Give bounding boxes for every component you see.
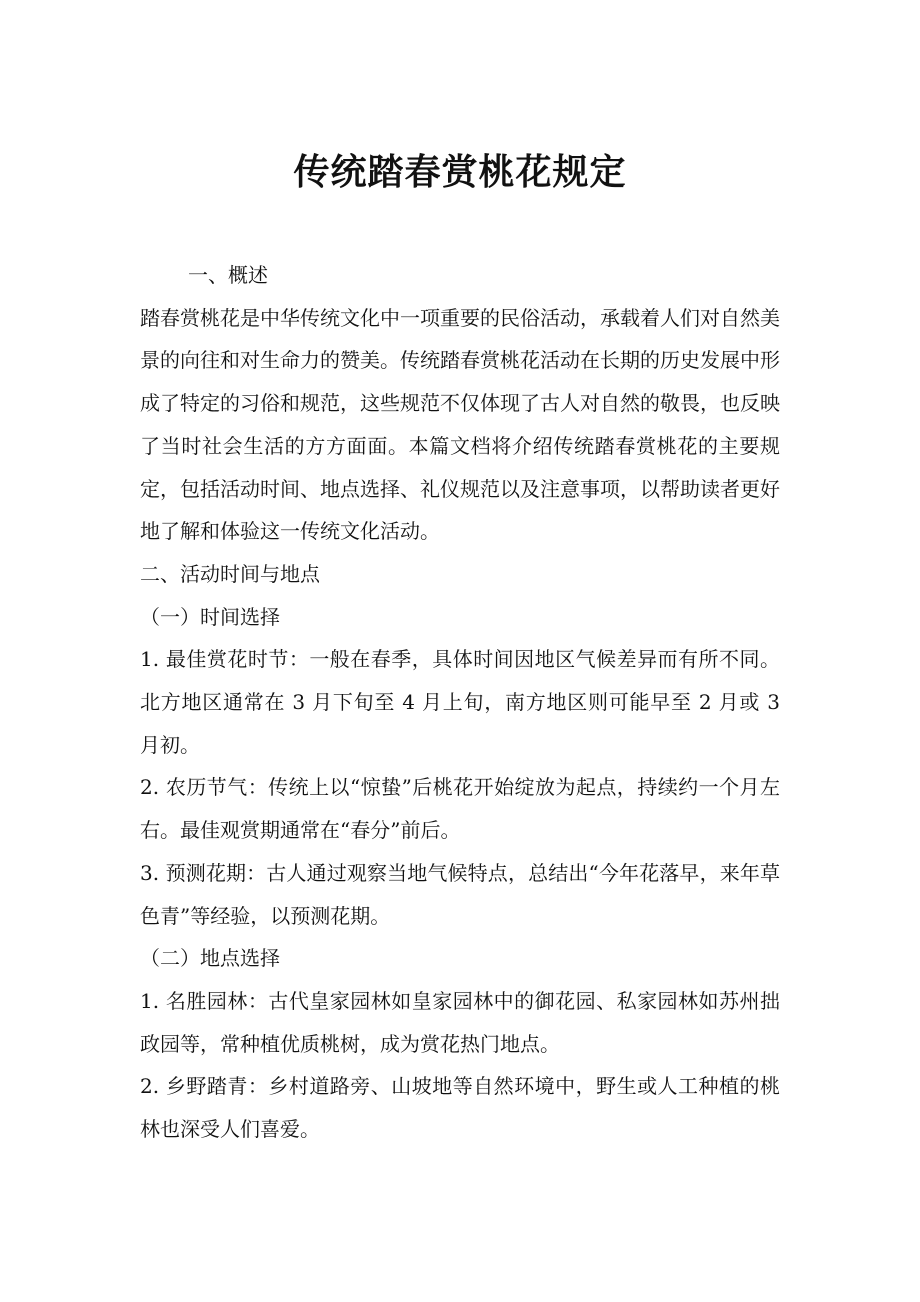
document-body xyxy=(140,254,780,1151)
list-item: 3. 预测花期：古人通过观察当地气候特点，总结出“今年花落早，来年草色青”等经验，以预测花期。 xyxy=(140,860,780,928)
section-heading-overview: 一、概述 xyxy=(188,263,268,287)
section-heading-time-location: 二、活动时间与地点 xyxy=(140,561,320,586)
subsection-heading-time: （一）时间选择 xyxy=(140,604,280,629)
subsection-heading-location: （二）地点选择 xyxy=(140,946,280,971)
document-title: 传统踏春赏桃花规定 xyxy=(293,152,627,193)
list-item: 1. 最佳赏花时节：一般在春季，具体时间因地区气候差异而有所不同。北方地区通常在 3 月下旬至 4 月上旬，南方地区则可能早至 2 月或 3 月初。 xyxy=(140,647,780,757)
overview-paragraph: 踏春赏桃花是中华传统文化中一项重要的民俗活动，承载着人们对自然美景的向往和对生命力的赞美。传统踏春赏桃花活动在长期的历史发展中形成了特定的习俗和规范，这些规范不仅体现了古人对自然的敬畏，也反映了当时社会生活的方方面面。本篇文档将介绍传统踏春赏桃花的主要规定，包括活动时间、地点选择、礼仪规范以及注意事项，以帮助读者更好地了解和体验这一传统文化活动。 xyxy=(140,305,780,544)
list-item: 2. 农历节气：传统上以“惊蛰”后桃花开始绽放为起点，持续约一个月左右。最佳观赏期通常在“春分”前后。 xyxy=(140,775,780,843)
list-item: 1. 名胜园林：古代皇家园林如皇家园林中的御花园、私家园林如苏州拙政园等，常种植优质桃树，成为赏花热门地点。 xyxy=(140,988,780,1056)
list-item: 2. 乡野踏青：乡村道路旁、山坡地等自然环境中，野生或人工种植的桃林也深受人们喜爱。 xyxy=(140,1074,780,1142)
